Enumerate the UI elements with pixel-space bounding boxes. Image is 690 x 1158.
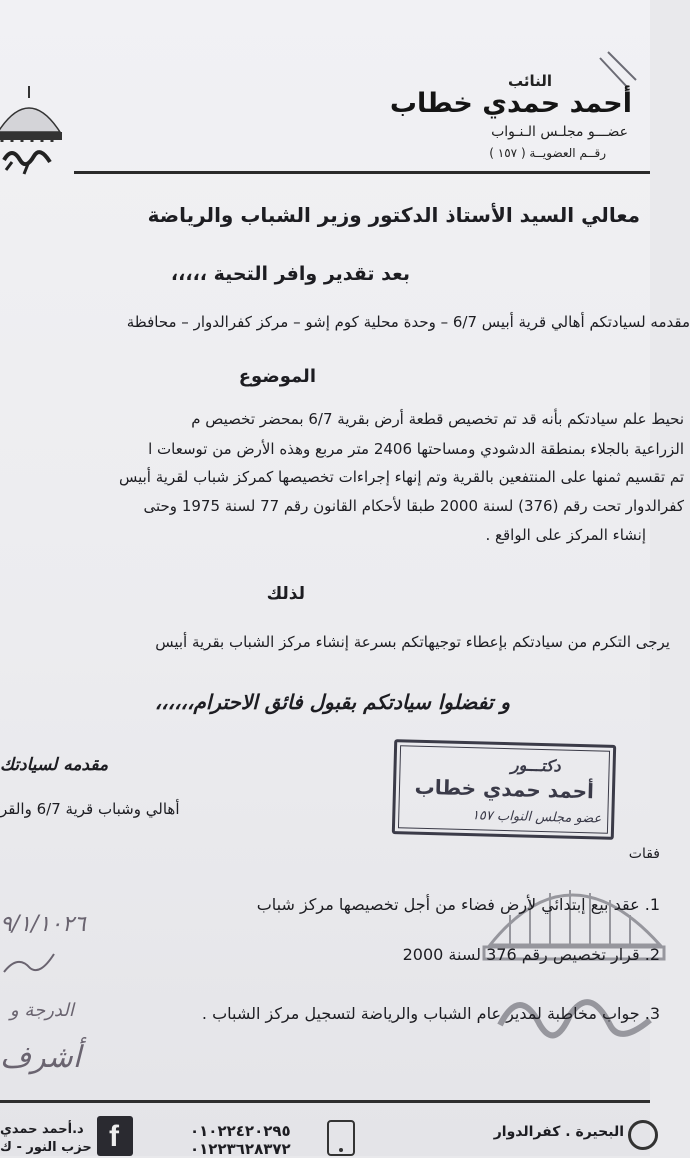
header-divider	[74, 171, 650, 174]
facebook-icon: f	[97, 1116, 133, 1156]
footer-address: البحيرة . كفرالدوار	[493, 1124, 624, 1140]
handwritten-note: الدرجة و	[10, 1000, 74, 1021]
attachment-item: 1. عقد بيع إبتدائي لأرض فضاء من أجل تخصيصها مركز شباب	[256, 895, 660, 914]
request-line: يرجى التكرم من سيادتكم بإعطاء توجيهاتكم بسرعة إنشاء مركز الشباب بقرية أبيس	[155, 633, 670, 651]
submitted-by: مقدمه لسيادتك	[0, 755, 109, 775]
header-title: النائب	[507, 72, 552, 90]
handwritten-date: ٩/١/١٠٢٦	[0, 912, 86, 937]
footer-facebook-name: د.أحمد حمدي	[0, 1122, 84, 1137]
body-line: الزراعية بالجلاء بمنطقة الدشودي ومساحتها 2406 متر مربع وهذه الأرض من توسعات ا	[148, 440, 684, 458]
attachment-item: 3. جواب مخاطبة لمدير عام الشباب والرياضة لتسجيل مركز الشباب .	[201, 1004, 660, 1023]
stamp-title: دكتـــور	[510, 755, 561, 776]
stamp-role: عضو مجلس النواب ١٥٧	[471, 808, 602, 827]
header-name: أحمد حمدي خطاب	[389, 88, 632, 119]
therefore-heading: لذلك	[266, 584, 305, 604]
closing-line: و تفضلوا سيادتكم بقبول فائق الاحترام،،،،،،	[154, 690, 510, 714]
intro-line: مقدمه لسيادتكم أهالي قرية أبيس 6/7 – وحدة محلية كوم إشو – مركز كفرالدوار – محافظة	[126, 313, 690, 331]
residents-line: أهالي وشباب قرية 6/7 والقر	[0, 800, 180, 818]
handwritten-scribble	[0, 950, 60, 980]
attachments-label: فقات	[628, 846, 660, 862]
body-line: تم تقسيم ثمنها على المنتفعين بالقرية وتم إنهاء إجراءات تخصيصها كمركز شباب لقرية أبيس	[118, 468, 684, 486]
footer-party: حزب النور - ك	[0, 1140, 92, 1155]
attachment-item: 2. قرار تخصيص رقم 376 لسنة 2000	[402, 945, 660, 964]
footer-phone-2: ٠١٢٢٣٦٢٨٣٧٢	[190, 1140, 291, 1158]
official-stamp	[392, 739, 616, 840]
handwritten-signature: أشرف	[0, 1040, 82, 1075]
parliament-dome-logo	[0, 84, 64, 184]
location-icon	[628, 1120, 658, 1150]
addressee: معالي السيد الأستاذ الدكتور وزير الشباب والرياضة	[147, 203, 640, 227]
body-line: كفرالدوار تحت رقم (376) لسنة 2000 طبقا لأحكام القانون رقم 77 لسنة 1975 وحتى	[143, 497, 684, 515]
footer-divider	[0, 1100, 650, 1103]
stamp-name: أحمد حمدي خطاب	[414, 774, 595, 804]
subject-heading: الموضوع	[238, 366, 316, 387]
footer-phone-1: ٠١٠٢٢٤٢٠٢٩٥	[190, 1122, 291, 1140]
corner-checkmark-icon	[598, 50, 638, 90]
phone-icon	[327, 1120, 355, 1156]
body-line: نحيط علم سيادتكم بأنه قد تم تخصيص قطعة أرض بقرية 6/7 بمحضر تخصيص م	[191, 410, 684, 428]
header-membership: رقــم العضويــة ( ١٥٧ )	[489, 146, 606, 160]
header-role: عضـــو مجلـس الـنـواب	[491, 124, 628, 140]
greeting: بعد تقدير وافر التحية ،،،،،	[170, 263, 410, 285]
body-line: إنشاء المركز على الواقع .	[485, 526, 646, 544]
